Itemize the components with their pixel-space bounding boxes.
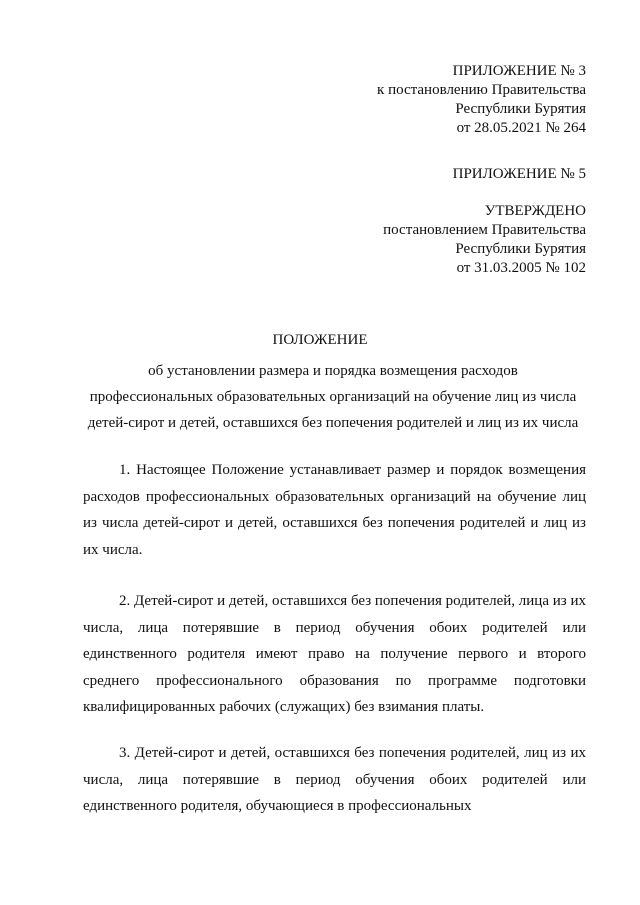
annex-5-title: ПРИЛОЖЕНИЕ № 5 [452, 166, 586, 182]
approval-line-3: от 31.03.2005 № 102 [456, 260, 586, 276]
document-subtitle-line-1: об установлении размера и порядка возмещения расходов [148, 363, 518, 379]
annex-3-line-2: Республики Бурятия [455, 101, 586, 117]
approval-title: УТВЕРЖДЕНО [484, 203, 586, 219]
approval-line-2: Республики Бурятия [455, 241, 586, 257]
annex-3-line-1: к постановлению Правительства [377, 82, 586, 98]
paragraph-3: 3. Детей-сирот и детей, оставшихся без попечения родителей, лиц из их числа, лица потерявшие в период обучения обоих родителей или единственного родителя, обучающиеся в профессиональных [83, 745, 586, 814]
document-subtitle-line-2: профессиональных образовательных организаций на обучение лиц из числа [89, 389, 577, 405]
document-title: ПОЛОЖЕНИЕ [272, 332, 368, 348]
annex-3-header [377, 62, 586, 138]
approval-block [383, 202, 586, 278]
annex-3-title: ПРИЛОЖЕНИЕ № 3 [452, 63, 586, 79]
document-subtitle-line-3: детей-сирот и детей, оставшихся без попечения родителей и лиц из их числа [87, 415, 579, 431]
annex-3-line-3: от 28.05.2021 № 264 [456, 120, 586, 136]
approval-line-1: постановлением Правительства [383, 222, 586, 238]
paragraph-2: 2. Детей-сирот и детей, оставшихся без попечения родителей, лица из их числа, лица потерявшие в период обучения обоих родителей или единственного родителя имеют право на получение первого и второго среднего профессионального образования по программе подготовки квалифицированных рабочих (служащих) без взимания платы. [83, 593, 586, 715]
annex-5-header [453, 165, 586, 184]
paragraph-1: 1. Настоящее Положение устанавливает размер и порядок возмещения расходов профессиональных образовательных организаций на обучение лиц из числа детей-сирот и детей, оставшихся без попечения родителей и лиц из их числа. [83, 462, 586, 558]
